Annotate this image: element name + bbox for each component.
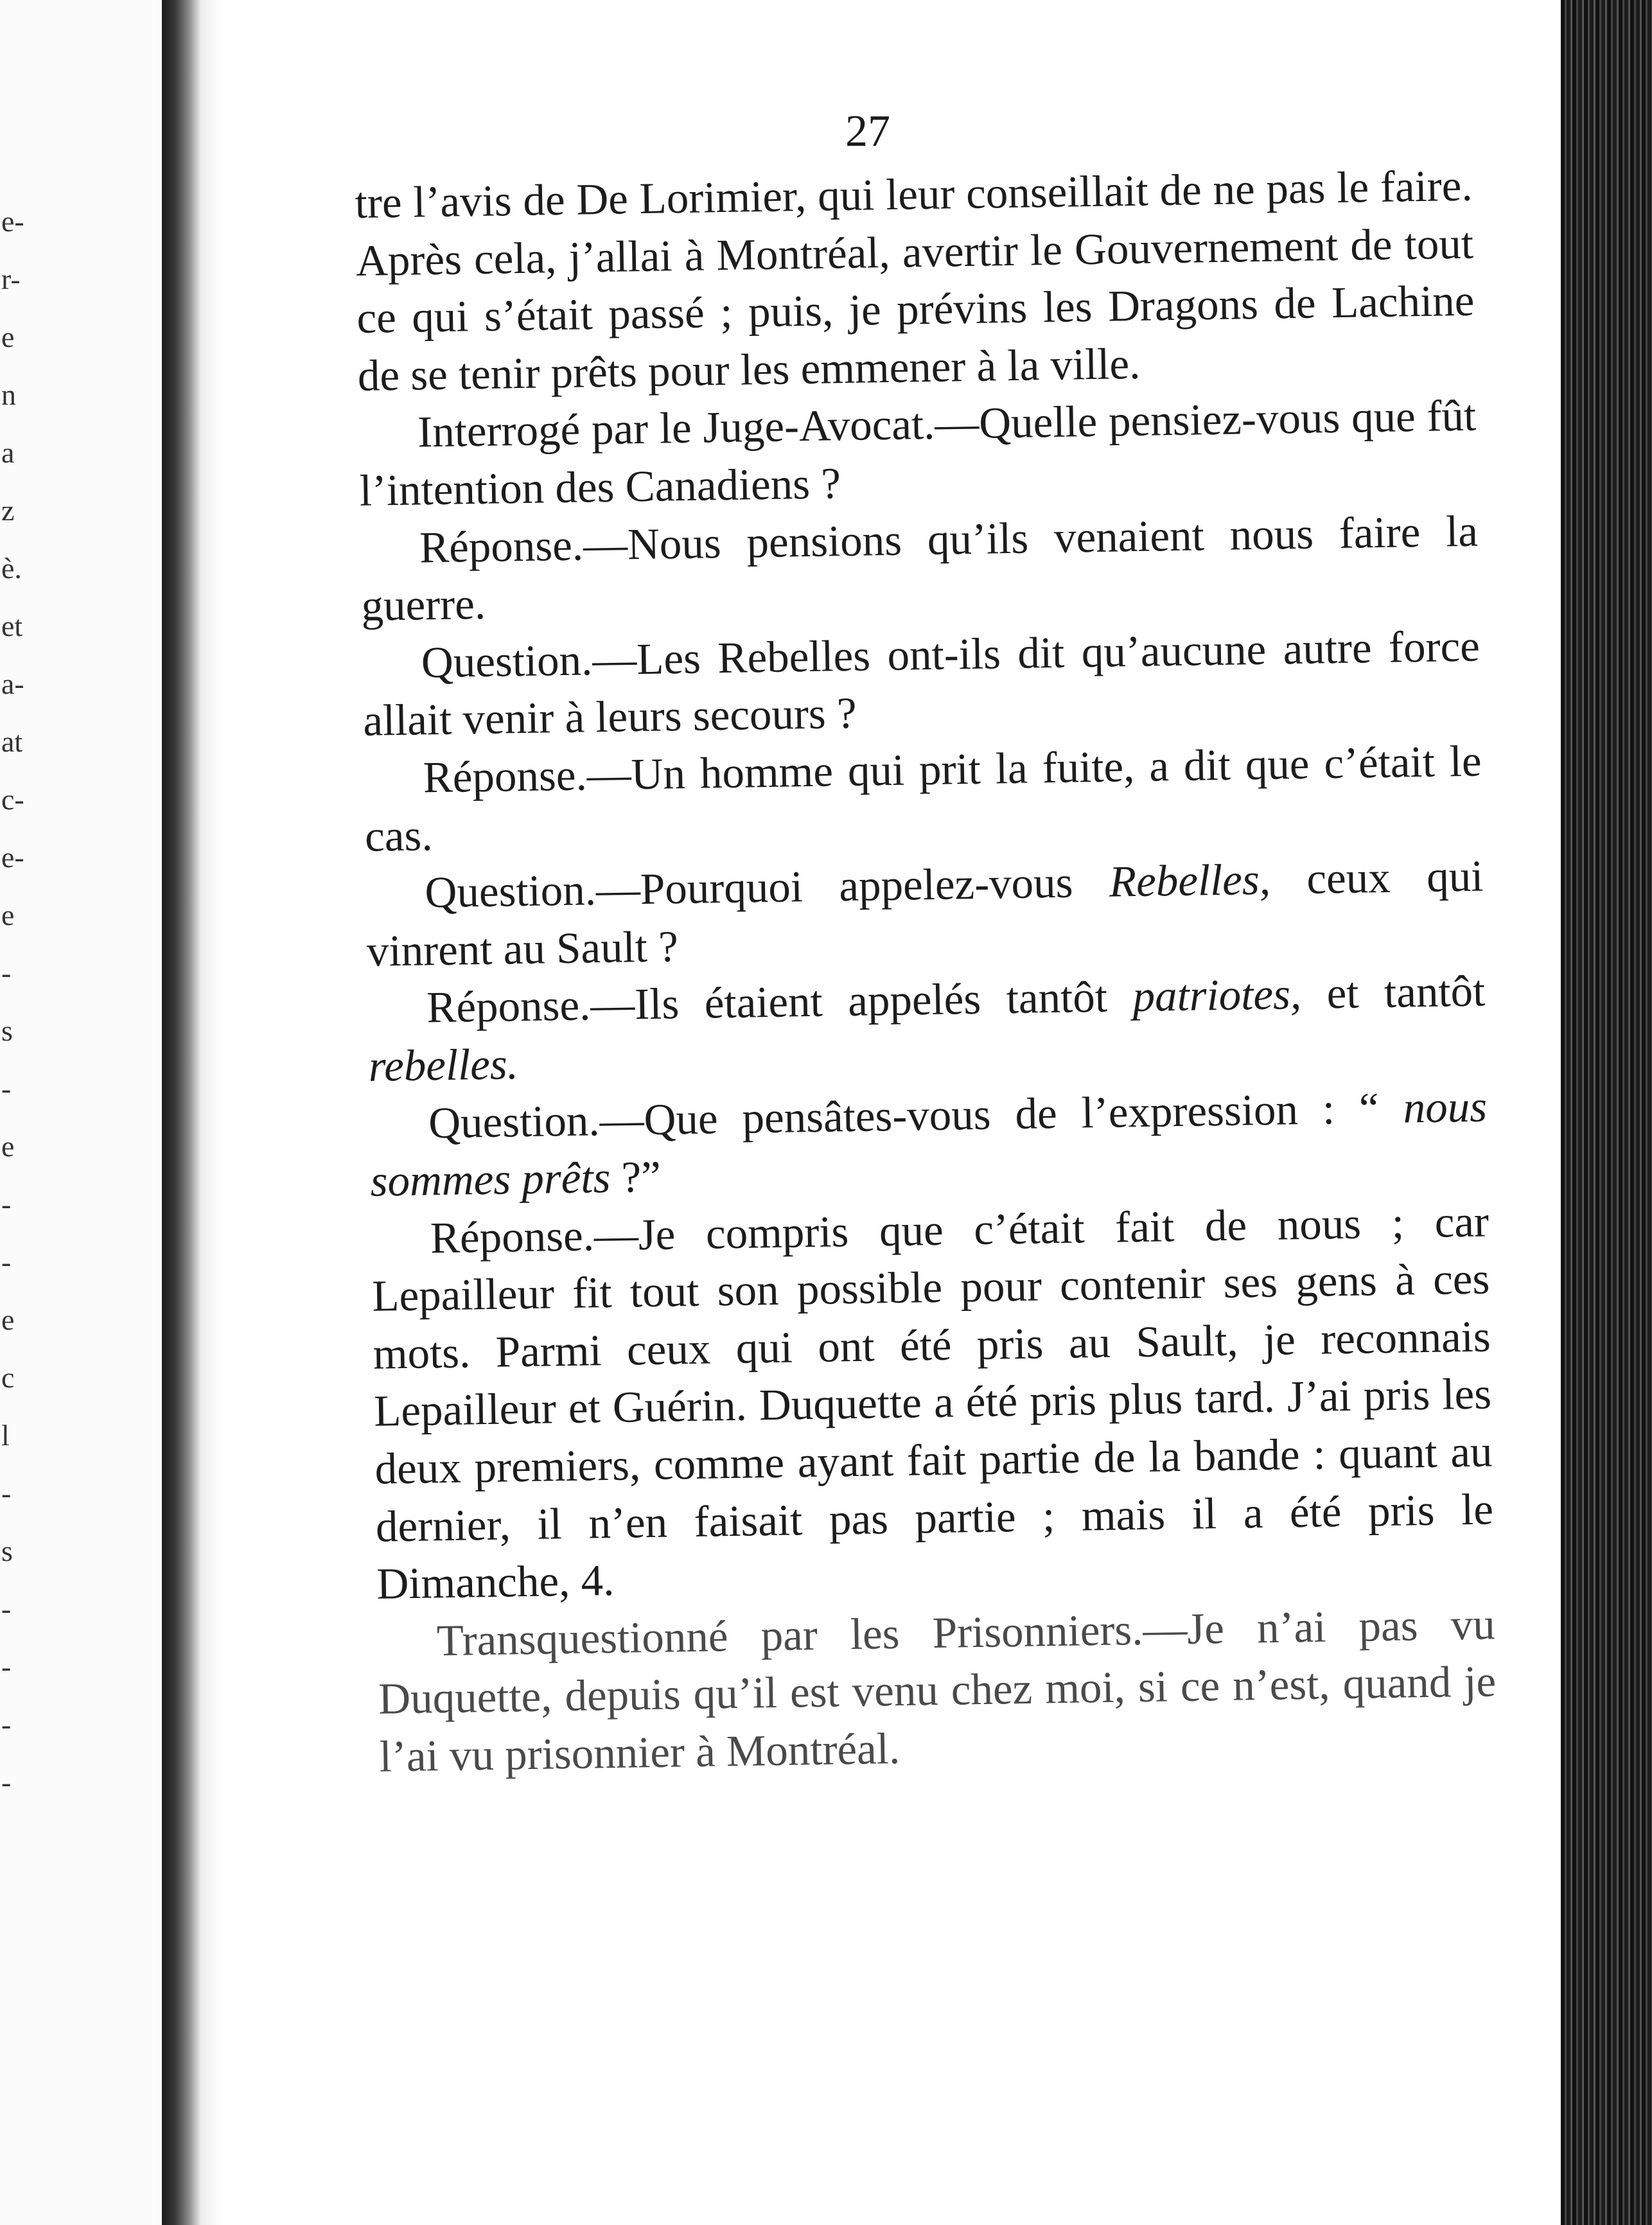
page-body-text bbox=[355, 157, 1497, 1786]
facing-page-fragment: s bbox=[1, 1014, 13, 1047]
facing-page-fragment: - bbox=[1, 1072, 12, 1105]
facing-page-fragment: at bbox=[1, 725, 23, 758]
page-number: 27 bbox=[845, 107, 890, 156]
facing-page-fragments bbox=[0, 193, 26, 1811]
question-text: Question.—Pourquoi appelez-vous bbox=[424, 857, 1110, 917]
facing-page-fragment: - bbox=[1, 1188, 12, 1220]
facing-page-fragment: e- bbox=[1, 841, 24, 874]
book-gutter bbox=[162, 0, 200, 2225]
gutter-shadow bbox=[200, 0, 220, 2225]
facing-page-fragment: - bbox=[1, 1766, 12, 1798]
facing-page-fragment: e bbox=[1, 899, 15, 931]
facing-page-fragment: - bbox=[1, 1477, 12, 1509]
book-page bbox=[220, 0, 1561, 2225]
facing-page-fragment: - bbox=[1, 1708, 12, 1741]
facing-page-fragment: e bbox=[1, 1303, 15, 1336]
answer-text-mid: et tantôt bbox=[1301, 966, 1486, 1019]
italic-term: patriotes, bbox=[1132, 969, 1302, 1021]
facing-page-fragment: - bbox=[1, 956, 12, 989]
italic-term: Rebelles, bbox=[1109, 854, 1271, 906]
italic-quote: nous sommes prêts bbox=[370, 1081, 1488, 1206]
answer-text: Réponse.—Ils étaient appelés tantôt bbox=[426, 972, 1134, 1032]
question-text: Question.—Que pensâtes-vous de l’expression : “ bbox=[428, 1083, 1404, 1147]
question-text-tail: ?” bbox=[610, 1152, 662, 1202]
facing-page-fragment: e- bbox=[1, 205, 24, 238]
paragraph-question bbox=[365, 848, 1485, 980]
facing-page-strip bbox=[0, 0, 162, 2225]
paragraph-question: Question.—Les Rebelles ont-ils dit qu’aucune autre force allait venir à leurs secours ? bbox=[362, 621, 1481, 746]
facing-page-fragment: - bbox=[1, 1650, 12, 1683]
facing-page-fragment: è. bbox=[1, 552, 22, 585]
facing-page-fragment: a- bbox=[1, 667, 24, 700]
facing-page-fragment: n bbox=[1, 378, 16, 411]
facing-page-fragment: e bbox=[1, 321, 15, 353]
italic-term: rebelles. bbox=[368, 1039, 519, 1091]
facing-page-fragment: r- bbox=[1, 263, 21, 295]
paragraph-continuation: tre l’avis de De Lorimier, qui leur conseillait de ne pas le faire. Après cela, j’allai à Montréal, avertir le Gouvernement de tout ce qui s’était passé ; puis, je prévins les Dragons de Lachine de se tenir prêts pour les emmener à la ville. bbox=[355, 161, 1475, 400]
page-stack-edge bbox=[1561, 0, 1652, 2225]
paragraph-interrogation: Interrogé par le Juge-Avocat.—Quelle pensiez-vous que fût l’intention des Canadiens ? bbox=[359, 391, 1477, 515]
facing-page-fragment: - bbox=[1, 1592, 12, 1625]
facing-page-fragment: e bbox=[1, 1130, 15, 1163]
facing-page-fragment: a bbox=[1, 436, 15, 469]
paragraph-question bbox=[369, 1078, 1489, 1210]
paragraph-answer: Réponse.—Nous pensions qu’ils venaient nous faire la guerre. bbox=[360, 506, 1479, 631]
question-text-tail: ceux qui vinrent au Sault ? bbox=[366, 851, 1484, 976]
facing-page-fragment: - bbox=[1, 1245, 12, 1278]
facing-page-fragment: s bbox=[1, 1535, 13, 1567]
facing-page-fragment: c- bbox=[1, 783, 24, 816]
paragraph-answer-long: Réponse.—Je compris que c’était fait de nous ; car Lepailleur fit tout son possible pour contenir ses gens à ces mots. Parmi ceux qui ont été pris au Sault, je reconnais Lepailleur et Guérin. Duquette a été pris plus tard. J’ai pris les deux premiers, comme ayant fait partie de la bande : quant au dernier, il n’en faisait pas partie ; mais il a été pris le Dimanche, 4. bbox=[371, 1197, 1494, 1608]
paragraph-cross-examination: Transquestionné par les Prisonniers.—Je n’ai pas vu Duquette, depuis qu’il est venu chez moi, si ce n’est, quand je l’ai vu prisonnier à Montréal. bbox=[378, 1599, 1497, 1781]
facing-page-fragment: et bbox=[1, 610, 23, 642]
paragraph-answer bbox=[367, 963, 1487, 1095]
facing-page-fragment: l bbox=[1, 1419, 10, 1452]
facing-page-fragment: z bbox=[1, 494, 15, 527]
facing-page-fragment: c bbox=[1, 1361, 15, 1394]
paragraph-answer: Réponse.—Un homme qui prit la fuite, a dit que c’était le cas. bbox=[364, 736, 1482, 861]
